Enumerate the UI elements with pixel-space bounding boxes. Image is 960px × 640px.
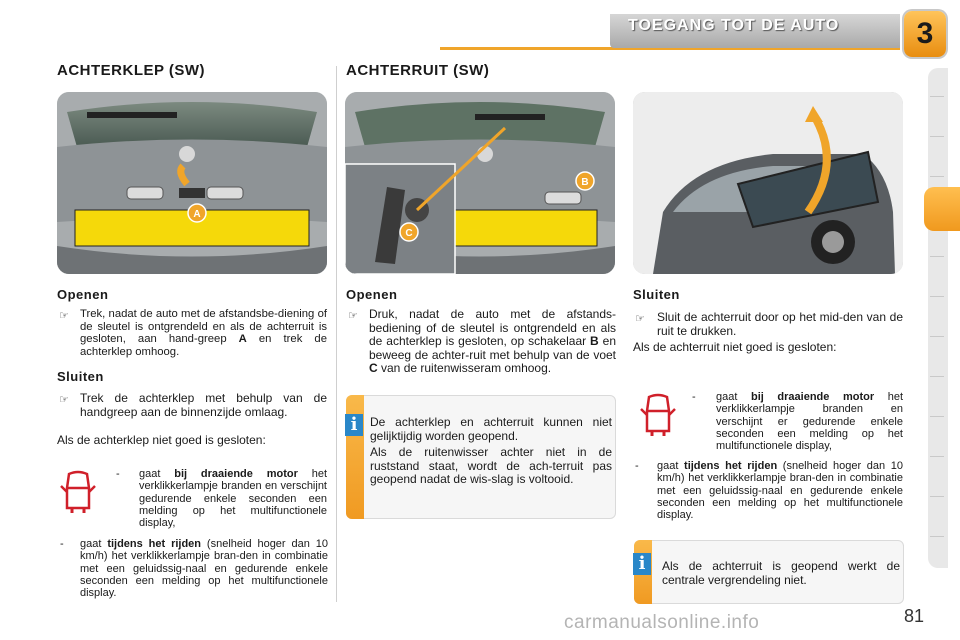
section-heading-achterruit: ACHTERRUIT (SW)	[346, 62, 490, 79]
tab-divider	[930, 416, 944, 417]
right-info-text: Als de achterruit is geopend werkt de centrale vergrendeling niet.	[662, 559, 900, 587]
rear-window-closing-photo	[633, 92, 903, 274]
tab-divider	[930, 96, 944, 97]
tab-divider	[930, 496, 944, 497]
column-divider	[336, 66, 337, 602]
car-door-open-warning-icon	[60, 470, 96, 514]
left-openen-title: Openen	[57, 287, 109, 302]
right-sluiten-note: Als de achterruit niet goed is gesloten:	[633, 340, 837, 354]
middle-info-text-1: De achterklep en achterruit kunnen niet gelijktijdig worden geopend.	[370, 415, 612, 443]
rear-window-switch-photo	[345, 92, 615, 274]
middle-info-text-2: Als de ruitenwisser achter niet in de ruststand staat, wordt de ach-terruit pas geopend nadat de wis-slag is voltooid.	[370, 445, 612, 486]
list-dash: -	[116, 468, 120, 480]
middle-openen-text: Druk, nadat de auto met de afstands-bediening of de sleutel is ontgrendeld en als de achterklep is gesloten, op schakelaar B en beweeg de achter-ruit met behulp van de voet C van de ruitenwisseram omhoog.	[369, 307, 616, 375]
photo-label-b: B	[581, 177, 589, 188]
watermark: carmanualsonline.info	[564, 612, 760, 633]
car-door-open-warning-icon	[640, 393, 676, 437]
tab-divider	[930, 376, 944, 377]
list-dash: -	[692, 391, 696, 403]
left-warning-item-engine: gaat bij draaiende motor het verklikkerlampje branden en verschijnt gedurende enkele seconden een melding op het multifunctionele display,	[139, 468, 327, 530]
left-sluiten-bullet: Trek de achterklep met behulp van de handgreep aan de binnenzijde omlaag.	[80, 391, 327, 419]
info-icon: i	[345, 414, 363, 436]
pointing-hand-icon: ☞	[59, 310, 69, 322]
tab-divider	[930, 136, 944, 137]
tab-divider	[930, 536, 944, 537]
right-sluiten-bullet: Sluit de achterruit door op het mid-den van de ruit te drukken.	[657, 310, 903, 338]
left-openen-text: Trek, nadat de auto met de afstandsbe-diening of de sleutel is ontgrendeld en als de achterruit is gesloten, aan hand-greep A en trek de achterklep omhoog.	[80, 308, 327, 358]
list-dash: -	[635, 460, 639, 472]
left-warning-item-driving: gaat tijdens het rijden (snelheid hoger dan 10 km/h) het verklikkerlampje bran-den in combinatie met een geluidssig-naal en gedurende enkele seconden een melding op het multifunctionele display.	[80, 538, 328, 600]
tab-divider	[930, 256, 944, 257]
chapter-tab-active[interactable]	[924, 187, 960, 231]
chapter-title: TOEGANG TOT DE AUTO	[628, 17, 840, 34]
tailgate-handle-photo	[57, 92, 327, 274]
tab-divider	[930, 296, 944, 297]
left-sluiten-title: Sluiten	[57, 369, 104, 384]
tab-divider	[930, 176, 944, 177]
left-sluiten-note: Als de achterklep niet goed is gesloten:	[57, 433, 266, 447]
tab-divider	[930, 456, 944, 457]
middle-openen-title: Openen	[346, 287, 398, 302]
right-warning-item-driving: gaat tijdens het rijden (snelheid hoger dan 10 km/h) het verklikkerlampje bran-den in combinatie met een geluidssig-naal en gedurende enkele seconden een melding op het multifunctionele display.	[657, 460, 903, 522]
tab-divider	[930, 336, 944, 337]
photo-label-a: A	[193, 209, 201, 220]
right-warning-item-engine: gaat bij draaiende motor het verklikkerlampje branden en verschijnt er gedurende enkele seconden een melding op het multifunctionele display,	[716, 391, 903, 453]
pointing-hand-icon: ☞	[59, 394, 69, 406]
info-icon: i	[633, 553, 651, 575]
chapter-tab-strip	[928, 68, 948, 568]
page-number: 81	[904, 606, 925, 626]
list-dash: -	[60, 538, 64, 550]
pointing-hand-icon: ☞	[635, 313, 645, 325]
photo-label-c: C	[405, 228, 413, 239]
section-heading-achterklep: ACHTERKLEP (SW)	[57, 62, 206, 79]
pointing-hand-icon: ☞	[348, 310, 358, 322]
chapter-number-badge: 3	[904, 11, 946, 57]
right-sluiten-title: Sluiten	[633, 287, 680, 302]
